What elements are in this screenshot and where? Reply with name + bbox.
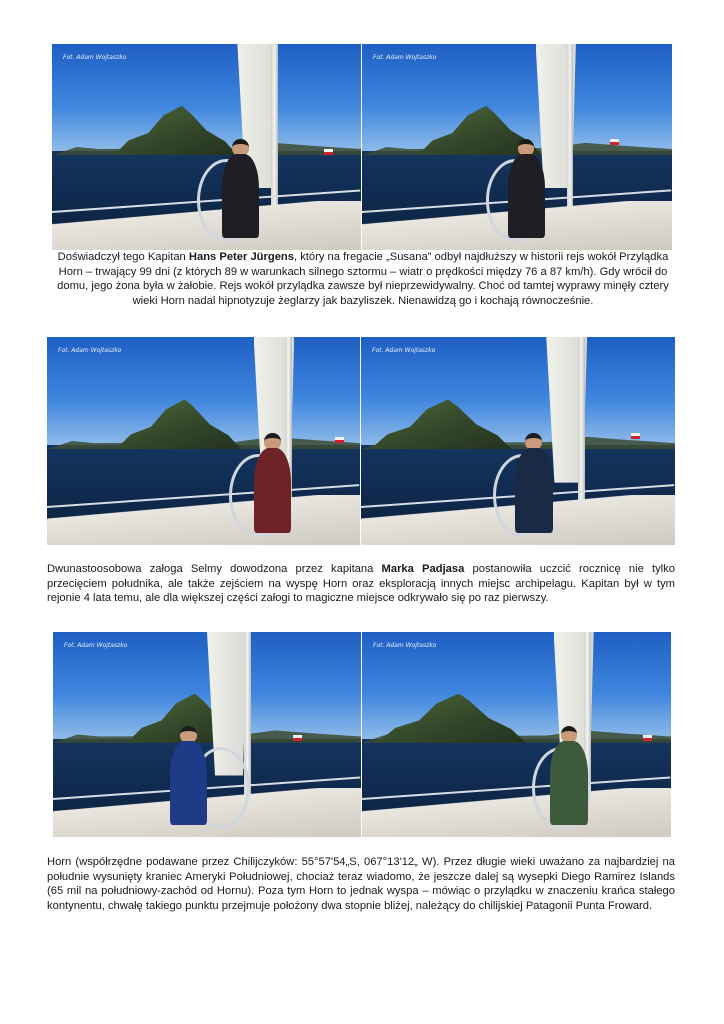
paragraph-3: Horn (współrzędne podawane przez Chilijczyków: 55°57'54„S, 067°13'12„ W). Przez długie wieki uważano za najbardziej na południe wysunięty kraniec Ameryki Południowej, chociaż teraz wiadomo, że jeszcze dalej są wysepki Diego Ramirez Islands (65 mil na południowy-zachód od Hornu). Poza tym Horn to jednak wyspa – mówiąc o przylądku w znaczeniu krańca stałego kontynentu, chwałę takiego punktu przejmuje położony dwa stopnie bliżej, należący do chilijskiej Patagonii Punta Froward. <box>47 856 675 912</box>
captain-name: Marka Padjasa <box>381 563 465 575</box>
photo-credit: Fot. Adam Wojtaszko <box>63 54 127 61</box>
photo-5 <box>53 632 361 837</box>
photo-3 <box>47 337 360 545</box>
photo-4 <box>361 337 675 545</box>
photo-6 <box>362 632 671 837</box>
photo-credit: Fot. Adam Wojtaszko <box>58 347 122 354</box>
paragraph-1: Doświadczył tego Kapitan Hans Peter Jürgens, który na fregacie „Susana” odbył najdłuższy w historii rejs wokół Przylądka Horn – trwający 99 dni (z których 89 w warunkach silnego sztormu – wiatr o prędkości między 76 a 87 km/h). Gdy wrócił do domu, jego żona była w żałobie. Rejs wokół przylądka zawsze był nieprzewidywalny. Choć od tamtej wyprawy minęły cztery wieki Horn nadal hipnotyzuje żeglarzy jak bazyliszek. Nienawidzą go i kochają równocześnie. <box>57 251 669 307</box>
photo-credit: Fot. Adam Wojtaszko <box>373 642 437 649</box>
photo-1 <box>52 44 361 250</box>
paragraph-2: Dwunastoosobowa załoga Selmy dowodzona przez kapitana Marka Padjasa postanowiła uczcić rocznicę nie tylko przecięciem południka, ale także zejściem na wyspę Horn oraz eksploracją innych miejsc archipelagu. Kapitan był w tym rejonie 4 lata temu, ale dla większej części załogi to magiczne miejsce odkrywało się po raz pierwszy. <box>47 563 675 605</box>
photo-2 <box>362 44 672 250</box>
photo-credit: Fot. Adam Wojtaszko <box>64 642 128 649</box>
photo-credit: Fot. Adam Wojtaszko <box>373 54 437 61</box>
captain-name: Hans Peter Jürgens <box>188 251 294 263</box>
photo-credit: Fot. Adam Wojtaszko <box>372 347 436 354</box>
